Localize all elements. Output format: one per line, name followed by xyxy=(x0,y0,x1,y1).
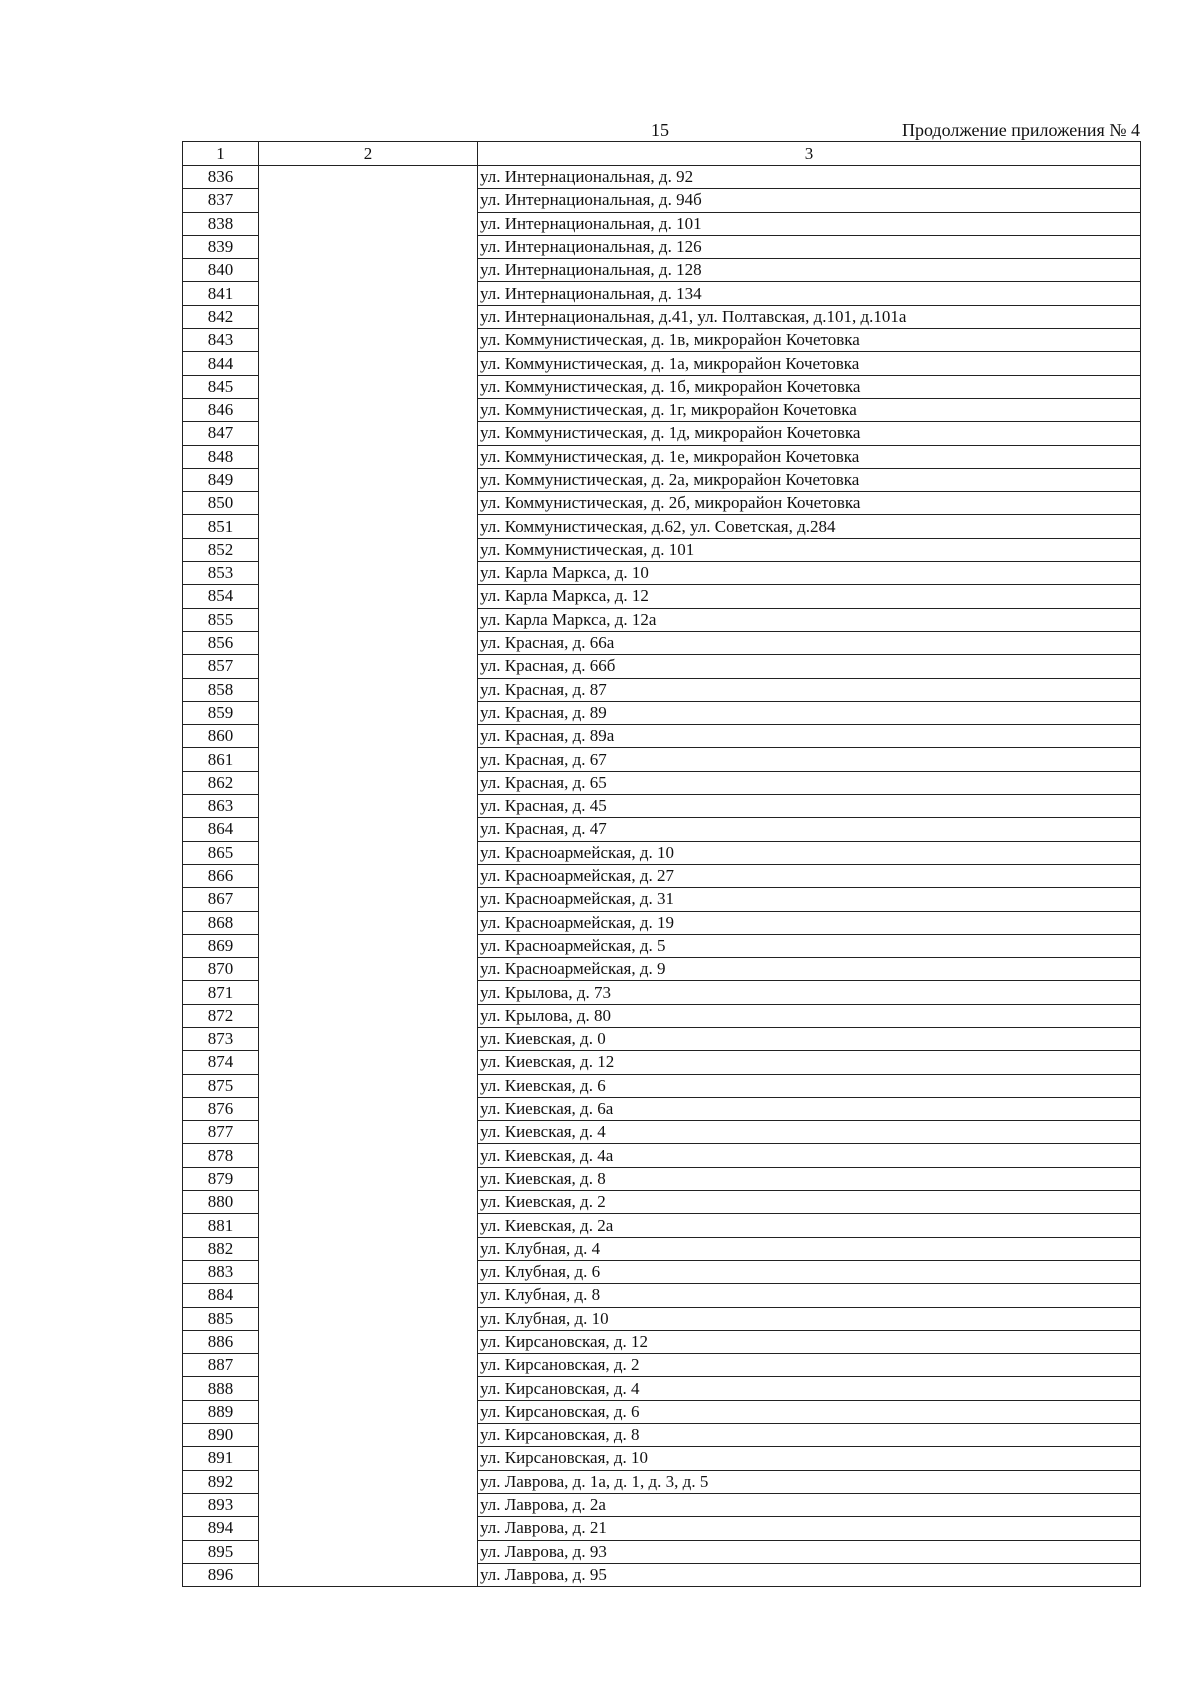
row-number: 852 xyxy=(183,538,259,561)
empty-cell xyxy=(259,678,478,701)
address-table xyxy=(182,141,1141,1587)
table-row xyxy=(183,1027,1141,1050)
empty-cell xyxy=(259,934,478,957)
empty-cell xyxy=(259,492,478,515)
table-row xyxy=(183,795,1141,818)
table-row xyxy=(183,212,1141,235)
row-number: 895 xyxy=(183,1540,259,1563)
table-row xyxy=(183,1354,1141,1377)
row-number: 871 xyxy=(183,981,259,1004)
row-number: 885 xyxy=(183,1307,259,1330)
empty-cell xyxy=(259,771,478,794)
empty-cell xyxy=(259,655,478,678)
table-row xyxy=(183,608,1141,631)
empty-cell xyxy=(259,1191,478,1214)
empty-cell xyxy=(259,911,478,934)
address-cell: ул. Коммунистическая, д. 1в, микрорайон Кочетовка xyxy=(478,329,1141,352)
row-number: 862 xyxy=(183,771,259,794)
address-cell: ул. Кирсановская, д. 6 xyxy=(478,1400,1141,1423)
row-number: 846 xyxy=(183,398,259,421)
empty-cell xyxy=(259,585,478,608)
empty-cell xyxy=(259,305,478,328)
table-header-row xyxy=(183,142,1141,166)
empty-cell xyxy=(259,1354,478,1377)
address-cell: ул. Киевская, д. 12 xyxy=(478,1051,1141,1074)
address-cell: ул. Красная, д. 89а xyxy=(478,725,1141,748)
row-number: 878 xyxy=(183,1144,259,1167)
table-row xyxy=(183,1191,1141,1214)
address-cell: ул. Красноармейская, д. 19 xyxy=(478,911,1141,934)
empty-cell xyxy=(259,1237,478,1260)
address-cell: ул. Коммунистическая, д. 1а, микрорайон Кочетовка xyxy=(478,352,1141,375)
table-row xyxy=(183,655,1141,678)
row-number: 864 xyxy=(183,818,259,841)
address-cell: ул. Красная, д. 66а xyxy=(478,631,1141,654)
address-cell: ул. Киевская, д. 4 xyxy=(478,1121,1141,1144)
empty-cell xyxy=(259,608,478,631)
empty-cell xyxy=(259,1447,478,1470)
empty-cell xyxy=(259,515,478,538)
empty-cell xyxy=(259,445,478,468)
address-cell: ул. Красноармейская, д. 27 xyxy=(478,864,1141,887)
table-row xyxy=(183,864,1141,887)
empty-cell xyxy=(259,1167,478,1190)
row-number: 841 xyxy=(183,282,259,305)
address-cell: ул. Крылова, д. 80 xyxy=(478,1004,1141,1027)
table-row xyxy=(183,818,1141,841)
table-row xyxy=(183,701,1141,724)
address-cell: ул. Коммунистическая, д. 2а, микрорайон Кочетовка xyxy=(478,468,1141,491)
empty-cell xyxy=(259,1004,478,1027)
page-number: 15 xyxy=(651,120,669,140)
address-cell: ул. Лаврова, д. 93 xyxy=(478,1540,1141,1563)
row-number: 844 xyxy=(183,352,259,375)
row-number: 861 xyxy=(183,748,259,771)
empty-cell xyxy=(259,958,478,981)
table-row xyxy=(183,1074,1141,1097)
address-cell: ул. Интернациональная, д. 94б xyxy=(478,189,1141,212)
empty-cell xyxy=(259,701,478,724)
row-number: 887 xyxy=(183,1354,259,1377)
table-row xyxy=(183,1284,1141,1307)
table-row xyxy=(183,1377,1141,1400)
empty-cell xyxy=(259,1051,478,1074)
table-row xyxy=(183,1051,1141,1074)
table-row xyxy=(183,1400,1141,1423)
address-cell: ул. Лаврова, д. 95 xyxy=(478,1563,1141,1586)
row-number: 849 xyxy=(183,468,259,491)
address-cell: ул. Коммунистическая, д. 1г, микрорайон Кочетовка xyxy=(478,398,1141,421)
table-row xyxy=(183,492,1141,515)
row-number: 860 xyxy=(183,725,259,748)
row-number: 865 xyxy=(183,841,259,864)
row-number: 851 xyxy=(183,515,259,538)
row-number: 857 xyxy=(183,655,259,678)
address-cell: ул. Кирсановская, д. 12 xyxy=(478,1330,1141,1353)
address-cell: ул. Красноармейская, д. 10 xyxy=(478,841,1141,864)
table-row xyxy=(183,235,1141,258)
row-number: 877 xyxy=(183,1121,259,1144)
column-header-1: 1 xyxy=(183,142,259,166)
table-row xyxy=(183,1563,1141,1586)
address-cell: ул. Красная, д. 65 xyxy=(478,771,1141,794)
empty-cell xyxy=(259,259,478,282)
table-row xyxy=(183,1214,1141,1237)
address-cell: ул. Крылова, д. 73 xyxy=(478,981,1141,1004)
empty-cell xyxy=(259,1517,478,1540)
address-cell: ул. Коммунистическая, д. 1д, микрорайон Кочетовка xyxy=(478,422,1141,445)
address-cell: ул. Киевская, д. 6 xyxy=(478,1074,1141,1097)
continuation-label: Продолжение приложения № 4 xyxy=(901,120,1140,140)
row-number: 890 xyxy=(183,1424,259,1447)
empty-cell xyxy=(259,422,478,445)
row-number: 873 xyxy=(183,1027,259,1050)
table-row xyxy=(183,1540,1141,1563)
row-number: 891 xyxy=(183,1447,259,1470)
empty-cell xyxy=(259,1144,478,1167)
empty-cell xyxy=(259,538,478,561)
address-cell: ул. Клубная, д. 6 xyxy=(478,1260,1141,1283)
row-number: 854 xyxy=(183,585,259,608)
row-number: 868 xyxy=(183,911,259,934)
row-number: 845 xyxy=(183,375,259,398)
address-cell: ул. Красная, д. 66б xyxy=(478,655,1141,678)
empty-cell xyxy=(259,1563,478,1586)
empty-cell xyxy=(259,795,478,818)
empty-cell xyxy=(259,212,478,235)
table-row xyxy=(183,1447,1141,1470)
row-number: 838 xyxy=(183,212,259,235)
table-row xyxy=(183,445,1141,468)
row-number: 866 xyxy=(183,864,259,887)
address-cell: ул. Кирсановская, д. 8 xyxy=(478,1424,1141,1447)
empty-cell xyxy=(259,1540,478,1563)
table-row xyxy=(183,1307,1141,1330)
empty-cell xyxy=(259,282,478,305)
empty-cell xyxy=(259,818,478,841)
address-cell: ул. Кирсановская, д. 4 xyxy=(478,1377,1141,1400)
row-number: 892 xyxy=(183,1470,259,1493)
table-row xyxy=(183,282,1141,305)
table-row xyxy=(183,1330,1141,1353)
empty-cell xyxy=(259,1260,478,1283)
empty-cell xyxy=(259,329,478,352)
empty-cell xyxy=(259,748,478,771)
empty-cell xyxy=(259,398,478,421)
row-number: 859 xyxy=(183,701,259,724)
empty-cell xyxy=(259,841,478,864)
table-row xyxy=(183,725,1141,748)
row-number: 876 xyxy=(183,1097,259,1120)
address-cell: ул. Коммунистическая, д. 101 xyxy=(478,538,1141,561)
row-number: 880 xyxy=(183,1191,259,1214)
empty-cell xyxy=(259,468,478,491)
address-cell: ул. Клубная, д. 8 xyxy=(478,1284,1141,1307)
table-row xyxy=(183,468,1141,491)
table-row xyxy=(183,934,1141,957)
row-number: 848 xyxy=(183,445,259,468)
address-cell: ул. Лаврова, д. 1а, д. 1, д. 3, д. 5 xyxy=(478,1470,1141,1493)
table-row xyxy=(183,1424,1141,1447)
empty-cell xyxy=(259,1074,478,1097)
empty-cell xyxy=(259,981,478,1004)
empty-cell xyxy=(259,1027,478,1050)
address-cell: ул. Карла Маркса, д. 12 xyxy=(478,585,1141,608)
address-cell: ул. Интернациональная, д. 126 xyxy=(478,235,1141,258)
row-number: 881 xyxy=(183,1214,259,1237)
table-row xyxy=(183,841,1141,864)
row-number: 870 xyxy=(183,958,259,981)
table-row xyxy=(183,1260,1141,1283)
address-cell: ул. Коммунистическая, д.62, ул. Советская, д.284 xyxy=(478,515,1141,538)
empty-cell xyxy=(259,725,478,748)
row-number: 875 xyxy=(183,1074,259,1097)
empty-cell xyxy=(259,1493,478,1516)
row-number: 836 xyxy=(183,166,259,189)
column-header-3: 3 xyxy=(478,142,1141,166)
row-number: 872 xyxy=(183,1004,259,1027)
address-cell: ул. Коммунистическая, д. 2б, микрорайон Кочетовка xyxy=(478,492,1141,515)
table-row xyxy=(183,329,1141,352)
row-number: 882 xyxy=(183,1237,259,1260)
empty-cell xyxy=(259,189,478,212)
table-row xyxy=(183,305,1141,328)
address-cell: ул. Коммунистическая, д. 1е, микрорайон Кочетовка xyxy=(478,445,1141,468)
address-cell: ул. Красная, д. 89 xyxy=(478,701,1141,724)
empty-cell xyxy=(259,1470,478,1493)
empty-cell xyxy=(259,1284,478,1307)
address-cell: ул. Красная, д. 47 xyxy=(478,818,1141,841)
address-cell: ул. Карла Маркса, д. 10 xyxy=(478,562,1141,585)
empty-cell xyxy=(259,235,478,258)
table-row xyxy=(183,352,1141,375)
row-number: 894 xyxy=(183,1517,259,1540)
table-row xyxy=(183,1167,1141,1190)
empty-cell xyxy=(259,562,478,585)
row-number: 869 xyxy=(183,934,259,957)
address-cell: ул. Лаврова, д. 2а xyxy=(478,1493,1141,1516)
table-row xyxy=(183,562,1141,585)
address-cell: ул. Красная, д. 67 xyxy=(478,748,1141,771)
empty-cell xyxy=(259,1424,478,1447)
table-row xyxy=(183,911,1141,934)
table-row xyxy=(183,1237,1141,1260)
row-number: 879 xyxy=(183,1167,259,1190)
address-cell: ул. Киевская, д. 4а xyxy=(478,1144,1141,1167)
row-number: 842 xyxy=(183,305,259,328)
table-row xyxy=(183,1517,1141,1540)
row-number: 874 xyxy=(183,1051,259,1074)
row-number: 867 xyxy=(183,888,259,911)
address-cell: ул. Красная, д. 87 xyxy=(478,678,1141,701)
empty-cell xyxy=(259,1097,478,1120)
row-number: 840 xyxy=(183,259,259,282)
empty-cell xyxy=(259,1214,478,1237)
empty-cell xyxy=(259,888,478,911)
row-number: 886 xyxy=(183,1330,259,1353)
empty-cell xyxy=(259,631,478,654)
table-row xyxy=(183,375,1141,398)
row-number: 883 xyxy=(183,1260,259,1283)
empty-cell xyxy=(259,1400,478,1423)
address-cell: ул. Кирсановская, д. 2 xyxy=(478,1354,1141,1377)
table-row xyxy=(183,538,1141,561)
address-cell: ул. Красная, д. 45 xyxy=(478,795,1141,818)
table-row xyxy=(183,259,1141,282)
address-cell: ул. Красноармейская, д. 5 xyxy=(478,934,1141,957)
table-row xyxy=(183,771,1141,794)
table-body xyxy=(183,166,1141,1587)
table-row xyxy=(183,166,1141,189)
address-cell: ул. Киевская, д. 0 xyxy=(478,1027,1141,1050)
row-number: 843 xyxy=(183,329,259,352)
empty-cell xyxy=(259,1377,478,1400)
empty-cell xyxy=(259,1330,478,1353)
empty-cell xyxy=(259,1121,478,1144)
address-cell: ул. Интернациональная, д. 92 xyxy=(478,166,1141,189)
row-number: 853 xyxy=(183,562,259,585)
address-cell: ул. Карла Маркса, д. 12а xyxy=(478,608,1141,631)
table-row xyxy=(183,958,1141,981)
row-number: 847 xyxy=(183,422,259,445)
table-row xyxy=(183,422,1141,445)
row-number: 839 xyxy=(183,235,259,258)
row-number: 850 xyxy=(183,492,259,515)
address-cell: ул. Красноармейская, д. 9 xyxy=(478,958,1141,981)
address-cell: ул. Коммунистическая, д. 1б, микрорайон Кочетовка xyxy=(478,375,1141,398)
table-row xyxy=(183,888,1141,911)
address-cell: ул. Интернациональная, д.41, ул. Полтавская, д.101, д.101а xyxy=(478,305,1141,328)
row-number: 896 xyxy=(183,1563,259,1586)
column-header-2: 2 xyxy=(259,142,478,166)
empty-cell xyxy=(259,375,478,398)
table-row xyxy=(183,1493,1141,1516)
table-row xyxy=(183,1144,1141,1167)
table-row xyxy=(183,748,1141,771)
row-number: 884 xyxy=(183,1284,259,1307)
address-cell: ул. Клубная, д. 10 xyxy=(478,1307,1141,1330)
row-number: 855 xyxy=(183,608,259,631)
row-number: 888 xyxy=(183,1377,259,1400)
address-cell: ул. Интернациональная, д. 134 xyxy=(478,282,1141,305)
address-cell: ул. Интернациональная, д. 128 xyxy=(478,259,1141,282)
row-number: 889 xyxy=(183,1400,259,1423)
address-cell: ул. Киевская, д. 8 xyxy=(478,1167,1141,1190)
row-number: 837 xyxy=(183,189,259,212)
address-cell: ул. Киевская, д. 6а xyxy=(478,1097,1141,1120)
address-cell: ул. Кирсановская, д. 10 xyxy=(478,1447,1141,1470)
address-cell: ул. Киевская, д. 2а xyxy=(478,1214,1141,1237)
row-number: 863 xyxy=(183,795,259,818)
address-cell: ул. Клубная, д. 4 xyxy=(478,1237,1141,1260)
address-cell: ул. Лаврова, д. 21 xyxy=(478,1517,1141,1540)
empty-cell xyxy=(259,1307,478,1330)
table-row xyxy=(183,398,1141,421)
table-row xyxy=(183,1121,1141,1144)
address-cell: ул. Киевская, д. 2 xyxy=(478,1191,1141,1214)
empty-cell xyxy=(259,352,478,375)
address-cell: ул. Интернациональная, д. 101 xyxy=(478,212,1141,235)
table-row xyxy=(183,678,1141,701)
row-number: 893 xyxy=(183,1493,259,1516)
table-row xyxy=(183,631,1141,654)
table-row xyxy=(183,189,1141,212)
empty-cell xyxy=(259,864,478,887)
table-row xyxy=(183,515,1141,538)
table-row xyxy=(183,1004,1141,1027)
address-cell: ул. Красноармейская, д. 31 xyxy=(478,888,1141,911)
row-number: 856 xyxy=(183,631,259,654)
table-row xyxy=(183,981,1141,1004)
empty-cell xyxy=(259,166,478,189)
table-row xyxy=(183,1470,1141,1493)
row-number: 858 xyxy=(183,678,259,701)
table-row xyxy=(183,585,1141,608)
table-row xyxy=(183,1097,1141,1120)
